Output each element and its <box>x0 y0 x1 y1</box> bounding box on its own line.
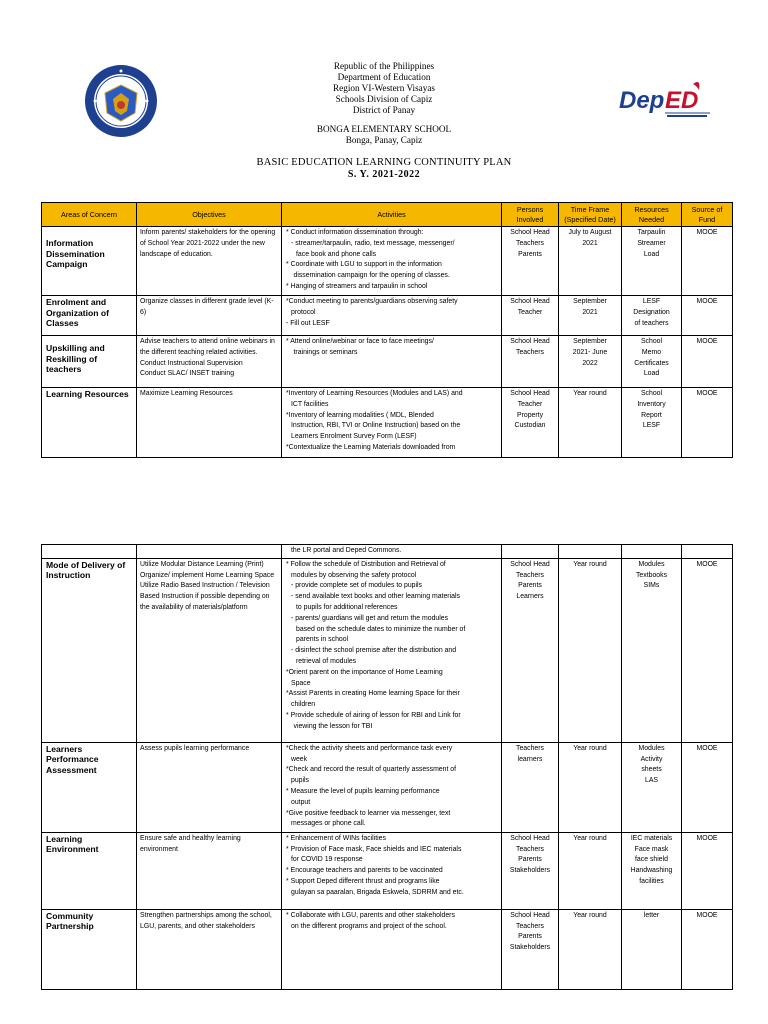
activity-line: Learners Enrolment Survey Form (LESF) <box>291 433 417 441</box>
activity-line: protocol <box>291 308 316 316</box>
activity-line: * Provide schedule of airing of lesson for RBI and Link for <box>286 711 461 719</box>
objective-text: Advise teachers to attend online webinars in the different teaching related activities. <box>140 338 275 356</box>
resource-line: Activity <box>640 755 663 763</box>
objectives-cell <box>137 909 282 989</box>
resource-line: Inventory <box>637 400 666 408</box>
svg-text:ED: ED <box>665 87 699 114</box>
activity-line: face book and phone calls <box>296 250 377 258</box>
table-row <box>42 336 733 388</box>
person-line: School Head <box>510 338 550 345</box>
time-frame-cell <box>559 296 622 336</box>
person-line: School Head <box>510 298 550 305</box>
resources-cell <box>622 227 682 296</box>
persons-cell <box>502 296 559 336</box>
activity-line: Space <box>291 679 311 687</box>
time-line: 2021 <box>582 239 598 247</box>
activity-line: - streamer/tarpaulin, radio, text message, messenger/ <box>291 239 455 247</box>
objectives-cell <box>137 227 282 296</box>
objective-text: Organize classes in different grade level (K-6) <box>140 298 274 316</box>
person-line: School Head <box>510 390 550 397</box>
activity-line: * Coordinate with LGU to support in the information <box>286 261 442 269</box>
table-row <box>42 545 733 559</box>
activity-line: Instruction, RBI, TVI or Online Instruction) based on the <box>291 422 461 430</box>
persons-cell <box>502 336 559 388</box>
activity-line: ICT facilities <box>291 400 329 408</box>
objectives-cell <box>137 545 282 559</box>
activity-line: * Conduct information dissemination through: <box>286 229 424 236</box>
activity-line: viewing the lesson for TBI <box>293 722 373 730</box>
fund-cell: MOOE <box>682 336 733 388</box>
fund-cell: MOOE <box>682 909 733 989</box>
person-line: Parents <box>518 856 542 864</box>
activity-line: *Inventory of Learning Resources (Modules and LAS) and <box>286 390 463 397</box>
school-address: Bonga, Panay, Capiz <box>345 135 423 145</box>
activity-line: * Enhancement of WINs facilities <box>286 834 386 842</box>
time-line: Year round <box>573 911 607 919</box>
activity-line: - provide complete set of modules to pupils <box>291 582 422 590</box>
resource-line: Face mask <box>634 845 669 853</box>
activity-line: parents in school <box>296 636 349 644</box>
activities-cell <box>282 388 502 458</box>
person-line: Parents <box>518 933 542 941</box>
activity-line: for COVID 19 response <box>291 856 363 864</box>
objective-text: Inform parents/ stakeholders for the opening of School Year 2021-2022 under the new landscape of education. <box>140 229 276 258</box>
person-line: School Head <box>510 911 550 919</box>
fund-cell: MOOE <box>682 388 733 458</box>
column-header-area: Areas of Concern <box>42 203 137 227</box>
objectives-cell <box>137 296 282 336</box>
activity-line: pupils <box>291 777 310 785</box>
activity-line: *Check and record the result of quarterly assessment of <box>286 766 457 774</box>
activity-line: week <box>291 755 308 763</box>
time-line: Year round <box>573 560 607 568</box>
time-line: Year round <box>573 390 607 397</box>
area-label: Learning Environment <box>46 833 99 855</box>
activity-line: * Encourage teachers and parents to be vaccinated <box>286 867 443 875</box>
column-header-time: Time Frame (Specified Date) <box>559 203 622 227</box>
time-frame-cell <box>559 909 622 989</box>
resources-cell <box>622 909 682 989</box>
resource-line: LESF <box>642 298 661 305</box>
activities-cell <box>282 296 502 336</box>
fund-cell: MOOE <box>682 558 733 742</box>
objective-text: Strengthen partnerships among the school, LGU, parents, and other stakeholders <box>140 911 272 930</box>
resource-line: facilities <box>639 877 664 885</box>
person-line: Stakeholders <box>509 944 551 952</box>
table-row <box>42 909 733 989</box>
resources-cell <box>622 558 682 742</box>
person-line: Teachers <box>516 571 544 579</box>
objective-text: Utilize Radio Based Instruction / Television Based Instruction if possible depending on the availability of materials/platform <box>140 582 270 611</box>
activity-line: * Measure the level of pupils learning performance <box>286 787 440 795</box>
area-label: Information Dissemination Campaign <box>46 238 105 269</box>
area-of-concern <box>42 545 137 559</box>
resources-cell <box>622 388 682 458</box>
resource-line: IEC materials <box>630 834 673 842</box>
activities-cell <box>282 227 502 296</box>
time-line: Year round <box>573 744 607 752</box>
header-line: Region VI-Western Visayas <box>333 83 435 93</box>
person-line: School Head <box>510 229 550 236</box>
activity-line: * Provision of Face mask, Face shields and IEC materials <box>286 845 462 853</box>
objective-text: Utilize Modular Distance Learning (Print) <box>140 560 264 568</box>
activity-line: based on the schedule dates to minimize the number of <box>296 625 466 633</box>
person-line: Teachers <box>516 922 544 930</box>
person-line: School Head <box>510 834 550 842</box>
resource-line: Textbooks <box>635 571 668 579</box>
person-line: Parents <box>518 582 542 590</box>
activity-line: messages or phone call. <box>291 820 366 828</box>
fund-cell: MOOE <box>682 227 733 296</box>
person-line: Teachers <box>516 239 544 247</box>
activity-line: * Hanging of streamers and tarpaulin in school <box>286 282 428 290</box>
resource-line: sheets <box>641 766 662 774</box>
area-of-concern <box>42 909 137 989</box>
activity-line: retrieval of modules <box>296 657 357 665</box>
activity-line: gulayan sa paaralan, Brigada Eskwela, SDRRM and etc. <box>291 888 464 896</box>
activity-line: on the different programs and project of the school. <box>291 922 447 930</box>
plan-table-page-2 <box>41 544 733 990</box>
time-frame-cell <box>559 558 622 742</box>
resource-line: face shield <box>635 856 668 864</box>
activity-line: - parents/ guardians will get and return the modules <box>291 614 449 622</box>
person-line: learners <box>517 755 543 763</box>
activity-line: *Contextualize the Learning Materials downloaded from <box>286 443 456 451</box>
document-header <box>0 61 768 181</box>
time-line: 2022 <box>582 359 598 367</box>
resource-line: Modules <box>638 560 665 568</box>
persons-cell <box>502 558 559 742</box>
resource-line: LESF <box>642 422 661 430</box>
persons-cell <box>502 832 559 909</box>
table-row <box>42 742 733 832</box>
persons-cell <box>502 545 559 559</box>
resource-line: Designation <box>633 308 670 316</box>
activity-line: *Give positive feedback to learner via messenger, text <box>286 809 451 817</box>
objective-text: Maximize Learning Resources <box>140 390 233 397</box>
objective-text: Organize/ implement Home Learning Space <box>140 571 275 579</box>
resource-line: Load <box>643 250 660 258</box>
column-header-resources: Resources Needed <box>622 203 682 227</box>
table-row <box>42 388 733 458</box>
objective-text: Conduct Instructional Supervision <box>140 359 243 367</box>
objective-text: Ensure safe and healthy learning environment <box>140 834 241 853</box>
activity-line: the LR portal and Deped Commons. <box>291 547 402 554</box>
person-line: Teachers <box>516 348 544 356</box>
activity-line: modules by observing the safety protocol <box>291 571 417 579</box>
person-line: Teachers <box>516 744 544 752</box>
resources-cell <box>622 296 682 336</box>
school-year: S. Y. 2021-2022 <box>347 169 421 180</box>
person-line: Teacher <box>517 308 543 316</box>
resource-line: Handwashing <box>630 867 673 875</box>
activities-cell <box>282 742 502 832</box>
time-frame-cell <box>559 832 622 909</box>
activities-cell <box>282 545 502 559</box>
resources-cell <box>622 336 682 388</box>
person-line: Teacher <box>517 400 543 408</box>
area-of-concern <box>42 832 137 909</box>
area-label: Learners Performance Assessment <box>46 743 99 775</box>
objectives-cell <box>137 558 282 742</box>
activity-line: * Attend online/webinar or face to face meetings/ <box>286 338 434 345</box>
resources-cell <box>622 545 682 559</box>
objectives-cell <box>137 832 282 909</box>
time-line: 2021- June <box>572 348 608 356</box>
time-line: July to August <box>568 229 612 236</box>
resources-cell <box>622 832 682 909</box>
time-frame-cell <box>559 227 622 296</box>
area-label: Community Partnership <box>46 910 94 932</box>
activity-line: dissemination campaign for the opening of classes. <box>293 272 450 280</box>
resource-line: School <box>640 390 663 397</box>
time-frame-cell <box>559 336 622 388</box>
fund-cell: MOOE <box>682 832 733 909</box>
fund-cell: MOOE <box>682 296 733 336</box>
objectives-cell <box>137 388 282 458</box>
area-of-concern <box>42 558 137 742</box>
objective-text: Conduct SLAC/ INSET training <box>140 370 235 378</box>
resource-line: Certificates <box>634 359 669 367</box>
resource-line: Report <box>641 411 662 419</box>
person-line: Property <box>516 411 544 419</box>
header-line: Schools Division of Capiz <box>335 94 433 104</box>
resource-line: SIMs <box>643 582 660 590</box>
person-line: Stakeholders <box>509 867 551 875</box>
activity-line: *Orient parent on the importance of Home Learning <box>286 668 443 676</box>
table-row <box>42 227 733 296</box>
column-header-fund: Source of Fund <box>682 203 733 227</box>
header-line: Republic of the Philippines <box>333 61 435 71</box>
activity-line: trainings or seminars <box>293 348 358 356</box>
resource-line: Modules <box>638 744 665 752</box>
resource-line: Tarpaulin <box>637 229 666 236</box>
activity-line: - send available text books and other learning materials <box>291 593 460 601</box>
activity-line: - Fill out LESF <box>286 319 330 327</box>
resources-cell <box>622 742 682 832</box>
column-header-activities: Activities <box>282 203 502 227</box>
person-line: Parents <box>518 250 542 258</box>
resource-line: of teachers <box>634 319 669 327</box>
persons-cell <box>502 909 559 989</box>
svg-text:Dep: Dep <box>619 87 665 114</box>
activity-line: *Assist Parents in creating Home learning Space for their <box>286 690 460 698</box>
area-label: Upskilling and Reskilling of teachers <box>46 343 105 374</box>
activities-cell <box>282 832 502 909</box>
activity-line: * Collaborate with LGU, parents and other stakeholders <box>286 911 455 919</box>
activity-line: *Check the activity sheets and performance task every <box>286 744 453 752</box>
fund-cell: MOOE <box>682 742 733 832</box>
persons-cell <box>502 388 559 458</box>
activity-line: * Support Deped different thrust and programs like <box>286 877 440 885</box>
activities-cell <box>282 558 502 742</box>
header-line: Department of Education <box>337 72 431 82</box>
table-row <box>42 296 733 336</box>
area-of-concern <box>42 296 137 336</box>
activity-line: children <box>291 701 316 709</box>
activity-line: * Follow the schedule of Distribution and Retrieval of <box>286 560 446 568</box>
time-line: Year round <box>573 834 607 842</box>
area-label: Mode of Delivery of Instruction <box>46 559 126 581</box>
resource-line: Streamer <box>637 239 666 247</box>
resource-line: letter <box>643 911 660 919</box>
column-header-persons: Persons Involved <box>502 203 559 227</box>
activities-cell <box>282 909 502 989</box>
document-title: BASIC EDUCATION LEARNING CONTINUITY PLAN <box>256 157 512 168</box>
time-line: 2021 <box>582 308 598 316</box>
activity-line: to pupils for additional references <box>296 603 398 611</box>
time-frame-cell <box>559 545 622 559</box>
header-line: District of Panay <box>352 105 416 115</box>
area-label: Enrolment and Organization of Classes <box>46 297 110 328</box>
person-line: Learners <box>516 593 544 601</box>
resource-line: School <box>640 338 663 345</box>
objectives-cell <box>137 336 282 388</box>
area-of-concern <box>42 336 137 388</box>
objective-text: Assess pupils learning performance <box>140 744 250 752</box>
person-line: Custodian <box>514 422 546 430</box>
person-line: School Head <box>510 560 550 568</box>
column-header-objectives: Objectives <box>137 203 282 227</box>
fund-cell <box>682 545 733 559</box>
person-line: Teachers <box>516 845 544 853</box>
plan-table-page-1 <box>41 202 733 458</box>
area-label: Learning Resources <box>46 389 129 399</box>
resource-line: LAS <box>644 777 659 785</box>
area-of-concern <box>42 227 137 296</box>
activity-line: *Inventory of learning modalities ( MDL, Blended <box>286 411 434 419</box>
area-of-concern <box>42 388 137 458</box>
persons-cell <box>502 227 559 296</box>
school-name: BONGA ELEMENTARY SCHOOL <box>316 124 452 134</box>
persons-cell <box>502 742 559 832</box>
time-line: September <box>573 338 607 345</box>
resource-line: Memo <box>641 348 662 356</box>
time-frame-cell <box>559 388 622 458</box>
area-of-concern <box>42 742 137 832</box>
table-row <box>42 832 733 909</box>
activities-cell <box>282 336 502 388</box>
objectives-cell <box>137 742 282 832</box>
time-frame-cell <box>559 742 622 832</box>
activity-line: output <box>291 798 311 806</box>
activity-line: *Conduct meeting to parents/guardians observing safety <box>286 298 458 305</box>
time-line: September <box>573 298 607 305</box>
activity-line: - disinfect the school premise after the distribution and <box>291 647 457 655</box>
table-row <box>42 558 733 742</box>
resource-line: Load <box>643 370 660 378</box>
